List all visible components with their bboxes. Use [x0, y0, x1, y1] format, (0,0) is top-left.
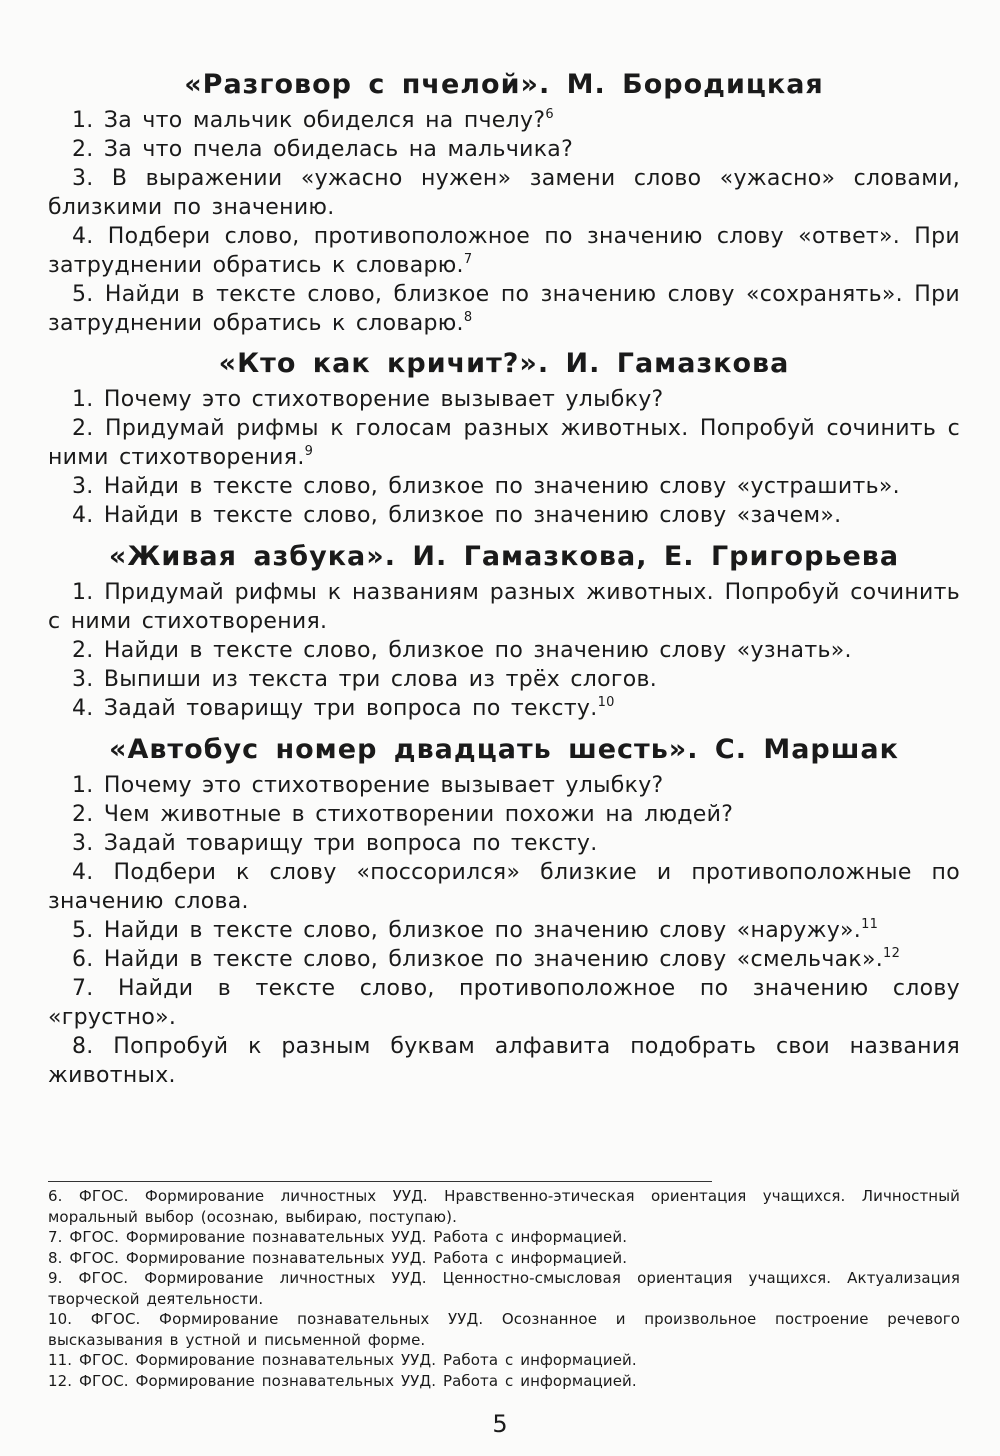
section-avtobus-26 — [48, 733, 960, 1090]
question-item: 4. Подбери слово, противоположное по значению слову «ответ». При затруднении обратись к словарю.$^7$ — [48, 224, 960, 278]
footnote: 8. ФГОС. Формирование познавательных УУД. Работа с информацией. — [48, 1248, 628, 1267]
footnote: 12. ФГОС. Формирование познавательных УУД. Работа с информацией. — [48, 1371, 637, 1390]
question-item: 6. Найди в тексте слово, близкое по значению слову «смельчак».$^{12}$ — [72, 946, 901, 972]
question-item: 4. Подбери к слову «поссорился» близкие и противоположные по значению слова. — [48, 860, 960, 914]
question-item: 5. Найди в тексте слово, близкое по значению слову «наружу».$^{11}$ — [72, 917, 879, 943]
question-item: 7. Найди в тексте слово, противоположное по значению слову «грустно». — [48, 976, 960, 1030]
footnote: 7. ФГОС. Формирование познавательных УУД. Работа с информацией. — [48, 1228, 628, 1246]
question-item: 8. Попробуй к разным буквам алфавита подобрать свои названия животных. — [48, 1034, 960, 1088]
question-item: 2. За что пчела обиделась на мальчика? — [72, 137, 574, 162]
section-zhivaya-azbuka — [48, 540, 960, 723]
question-item: 1. Почему это стихотворение вызывает улыбку? — [72, 387, 664, 412]
question-item: 2. Чем животные в стихотворении похожи на людей? — [72, 802, 734, 827]
footnote: 9. ФГОС. Формирование личностных УУД. Ценностно-смысловая ориентация учащихся. Актуализация творческой деятельности. — [48, 1269, 960, 1308]
question-item: 4. Задай товарищу три вопроса по тексту.$^{10}$ — [72, 695, 615, 721]
question-item: 1. Почему это стихотворение вызывает улыбку? — [72, 773, 664, 798]
section-razgovor-s-pchelkoy — [48, 68, 960, 338]
page-number: 5 — [492, 1410, 508, 1438]
question-item: 1. За что мальчик обиделся на пчелу?$^6$ — [72, 107, 554, 133]
question-item: 3. Выпиши из текста три слова из трёх слогов. — [72, 667, 658, 692]
section-title: «Разговор с пчелой». М. Бородицкая — [184, 69, 824, 100]
question-item: 3. Найди в тексте слово, близкое по значению слову «устрашить». — [72, 474, 900, 499]
question-item: 3. Задай товарищу три вопроса по тексту. — [72, 831, 598, 856]
question-item: 3. В выражении «ужасно нужен» замени слово «ужасно» словами, близкими по значению. — [48, 166, 960, 220]
section-title: «Кто как кричит?». И. Гамазкова — [218, 348, 790, 379]
footnote: 6. ФГОС. Формирование личностных УУД. Нравственно-этическая ориентация учащихся. Личностный моральный выбор (осознаю, выбираю, поступаю). — [48, 1187, 960, 1226]
question-item: 1. Придумай рифмы к названиям разных животных. Попробуй сочинить с ними стихотворения. — [48, 580, 960, 634]
footnote-divider — [48, 1181, 712, 1182]
section-kto-kak-krichit — [48, 347, 960, 530]
question-item: 5. Найди в тексте слово, близкое по значению слову «сохранять». При затруднении обратись к словарю.$^8$ — [48, 282, 960, 336]
section-title: «Автобус номер двадцать шесть». С. Маршак — [109, 734, 899, 765]
section-title: «Живая азбука». И. Гамазкова, Е. Григорьева — [108, 541, 900, 572]
footnote: 10. ФГОС. Формирование познавательных УУД. Осознанное и произвольное построение речевого высказывания в устной и письменной форме. — [48, 1310, 960, 1349]
question-item: 2. Придумай рифмы к голосам разных животных. Попробуй сочинить с ними стихотворения.$^9$ — [48, 416, 960, 470]
footnote: 11. ФГОС. Формирование познавательных УУД. Работа с информацией. — [48, 1351, 637, 1369]
footnotes — [48, 1181, 960, 1391]
question-item: 4. Найди в тексте слово, близкое по значению слову «зачем». — [72, 503, 842, 528]
question-item: 2. Найди в тексте слово, близкое по значению слову «узнать». — [72, 638, 852, 663]
